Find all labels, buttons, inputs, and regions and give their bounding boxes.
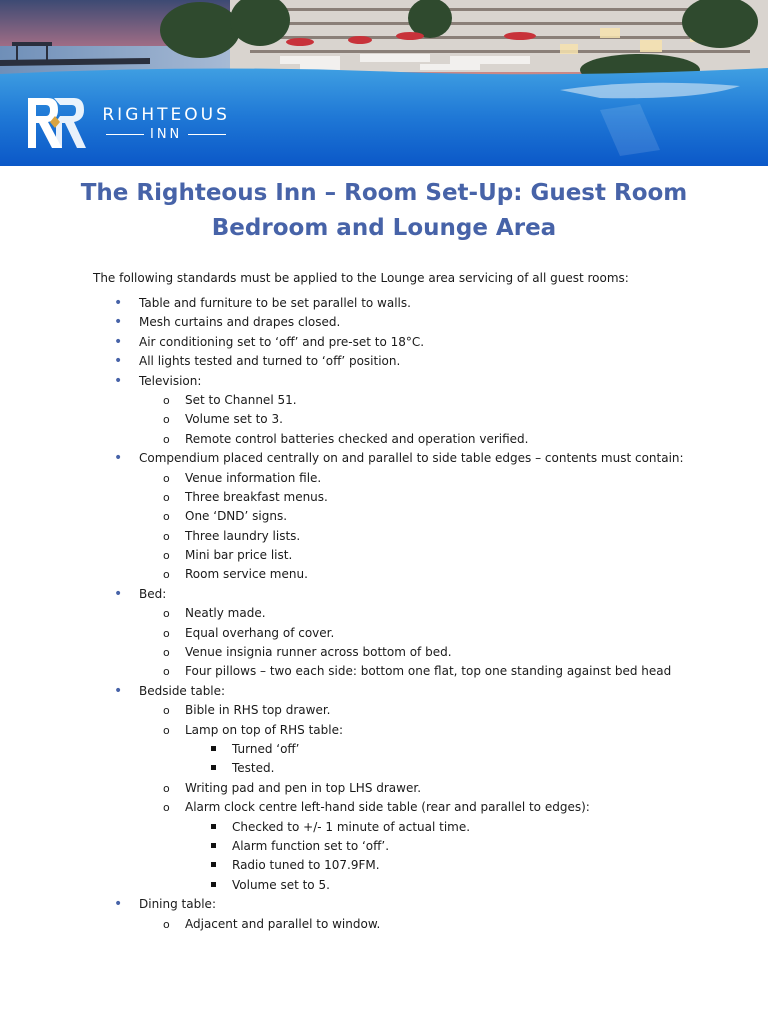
brand-logo [24,96,232,150]
header-banner [0,0,768,166]
list-item-text: Mesh curtains and drapes closed. [139,315,341,330]
circle-bullet-icon: o [163,801,170,815]
circle-bullet-icon: o [163,432,170,446]
list-item-text: Alarm function set to ‘off’. [232,838,390,853]
list-item-text: Mini bar price list. [185,548,293,563]
circle-bullet-icon: o [163,917,170,931]
list-item-text: One ‘DND’ signs. [185,509,288,524]
list-item-level-1 [0,294,768,313]
circle-bullet-icon: o [163,413,170,427]
list-item-text: Venue insignia runner across bottom of bed. [185,645,452,660]
list-item-text: Room service menu. [185,567,308,582]
bullet-icon: • [114,353,123,370]
list-item-text: Tested. [232,761,275,776]
list-item-level-1 [0,585,768,604]
circle-bullet-icon: o [163,607,170,621]
rr-monogram-icon [24,96,86,150]
list-item-level-3 [0,759,768,778]
list-item-level-1 [0,372,768,391]
list-item-level-2 [0,488,768,507]
list-item-level-2 [0,604,768,623]
list-item-text: Volume set to 3. [185,412,283,427]
list-item-text: Three laundry lists. [185,528,301,543]
circle-bullet-icon: o [163,510,170,524]
list-item-text: Set to Channel 51. [185,392,297,407]
list-item-text: Bible in RHS top drawer. [185,703,331,718]
list-item-level-3 [0,856,768,875]
list-item-level-1 [0,895,768,914]
bullet-icon: • [114,314,123,331]
brand-sub: INN [150,126,183,142]
list-item-text: Television: [139,373,202,388]
list-item-text: Three breakfast menus. [185,489,328,504]
document-title: The Righteous Inn – Room Set-Up: Guest Room Bedroom and Lounge Area [80,180,688,241]
list-item-level-2 [0,430,768,449]
list-item-level-2 [0,546,768,565]
list-item-text: Air conditioning set to ‘off’ and pre-set to 18°C. [139,334,425,349]
list-item-level-2 [0,565,768,584]
bullet-icon: • [114,682,123,699]
list-item-level-1 [0,682,768,701]
list-item-text: Table and furniture to be set parallel to walls. [139,296,411,310]
square-bullet-icon [211,876,216,895]
bullet-icon: • [114,450,123,467]
list-item-text: Venue information file. [185,470,322,485]
list-item-level-2 [0,915,768,934]
logo-rule-right [188,134,226,135]
circle-bullet-icon: o [163,471,170,485]
list-item-level-1 [0,352,768,371]
list-item-text: Equal overhang of cover. [185,625,335,640]
bullet-icon: • [114,333,123,350]
circle-bullet-icon: o [163,626,170,640]
square-bullet-icon [211,740,216,759]
square-bullet-icon [211,818,216,837]
list-item-text: Writing pad and pen in top LHS drawer. [185,780,422,795]
circle-bullet-icon: o [163,568,170,582]
standards-list [0,294,768,934]
list-item-text: Neatly made. [185,606,266,621]
list-item-text: Radio tuned to 107.9FM. [232,858,380,873]
list-item-level-2 [0,391,768,410]
list-item-level-2 [0,410,768,429]
list-item-level-2 [0,507,768,526]
list-item-level-3 [0,740,768,759]
list-item-text: Four pillows – two each side: bottom one flat, top one standing against bed head [185,664,672,679]
logo-rule-left [106,134,144,135]
list-item-level-2 [0,624,768,643]
list-item-level-1 [0,333,768,352]
brand-name: RIGHTEOUS [102,104,230,125]
list-item-text: Checked to +/- 1 minute of actual time. [232,819,471,834]
list-item-text: Volume set to 5. [232,877,330,892]
bullet-icon: • [114,295,123,311]
list-item-text: Alarm clock centre left-hand side table (rear and parallel to edges): [185,800,590,815]
list-item-text: All lights tested and turned to ‘off’ position. [139,354,401,369]
square-bullet-icon [211,856,216,875]
circle-bullet-icon: o [163,646,170,660]
list-item-level-3 [0,818,768,837]
list-item-text: Turned ‘off’ [232,741,300,756]
list-item-text: Lamp on top of RHS table: [185,722,344,737]
circle-bullet-icon: o [163,704,170,718]
list-item-text: Bedside table: [139,683,226,698]
list-item-text: Adjacent and parallel to window. [185,916,381,931]
circle-bullet-icon: o [163,549,170,563]
list-item-level-2 [0,643,768,662]
list-item-level-2 [0,527,768,546]
list-item-text: Remote control batteries checked and operation verified. [185,431,529,446]
list-item-level-3 [0,876,768,895]
list-item-level-1 [0,449,768,468]
list-item-level-2 [0,701,768,720]
list-item-text: Compendium placed centrally on and parallel to side table edges – contents must contain: [139,451,684,466]
list-item-level-1 [0,313,768,332]
circle-bullet-icon: o [163,781,170,795]
circle-bullet-icon: o [163,723,170,737]
bullet-icon: • [114,585,123,602]
circle-bullet-icon: o [163,490,170,504]
list-item-level-2 [0,662,768,681]
list-item-level-3 [0,837,768,856]
circle-bullet-icon: o [163,529,170,543]
list-item-text: Dining table: [139,897,216,912]
bullet-icon: • [114,896,123,913]
list-item-level-2 [0,798,768,817]
list-item-text: Bed: [139,586,167,601]
bullet-icon: • [114,372,123,389]
square-bullet-icon [211,837,216,856]
list-item-level-2 [0,469,768,488]
circle-bullet-icon: o [163,665,170,679]
list-item-level-2 [0,721,768,740]
intro-paragraph: The following standards must be applied to the Lounge area servicing of all guest rooms: [93,271,629,285]
list-item-level-2 [0,779,768,798]
circle-bullet-icon: o [163,393,170,407]
square-bullet-icon [211,759,216,778]
